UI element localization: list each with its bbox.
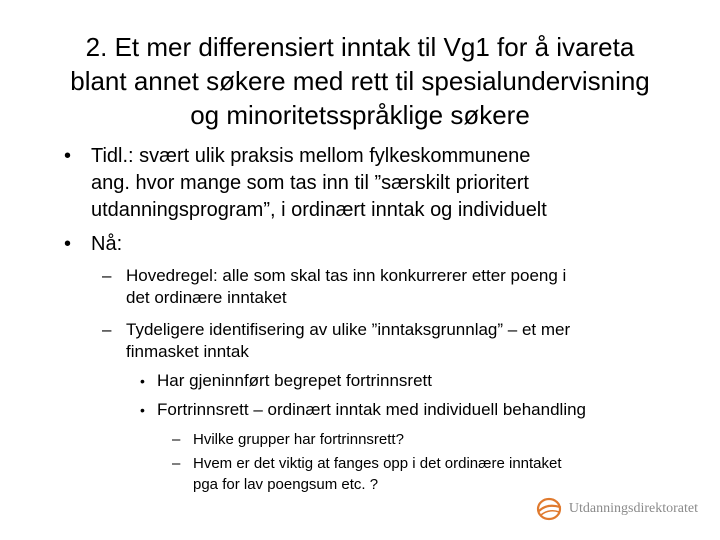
text-line: ang. hvor mange som tas inn til ”særskilt prioritert <box>91 172 529 194</box>
level4-text <box>193 453 693 495</box>
text-line: utdanningsprogram”, i ordinært inntak og individuelt <box>91 199 547 221</box>
dash-marker: – <box>102 266 112 285</box>
text-line: Tydeligere identifisering av ulike ”inntaksgrunnlag” – et mer <box>126 320 571 339</box>
level4-text <box>193 429 693 450</box>
subbullet-text <box>126 265 686 309</box>
text-line: Hovedregel: alle som skal tas inn konkurrerer etter poeng i <box>126 266 567 285</box>
text-line: det ordinære inntaket <box>126 288 287 307</box>
text-line: Hvilke grupper har fortrinnsrett? <box>193 431 404 448</box>
text-line: Hvem er det viktig at fanges opp i det ordinære inntaket <box>193 455 562 472</box>
bullet-marker: • <box>64 145 72 167</box>
dash-marker: – <box>102 320 112 339</box>
text-line: pga for lav poengsum etc. ? <box>193 476 379 493</box>
dash-marker: – <box>172 431 181 448</box>
text-line: Nå: <box>91 233 123 255</box>
bullet-marker: • <box>140 402 145 418</box>
subsubbullet-text: Har gjeninnført begrepet fortrinnsrett <box>157 371 432 390</box>
utdanningsdirektoratet-logo <box>535 494 698 524</box>
bullet-text <box>91 231 671 258</box>
title-line: 2. Et mer differensiert inntak til Vg1 for å ivareta <box>85 32 635 62</box>
subbullet-text <box>126 319 686 363</box>
text-line: Tidl.: svært ulik praksis mellom fylkeskommunene <box>91 145 531 167</box>
bullet-marker: • <box>140 373 145 389</box>
text-line: finmasket inntak <box>126 342 249 361</box>
title-line: blant annet søkere med rett til spesialundervisning <box>70 66 650 96</box>
dash-marker: – <box>172 455 181 472</box>
bullet-text <box>91 143 671 224</box>
logo-text: Utdanningsdirektoratet <box>568 501 698 516</box>
bullet-marker: • <box>64 233 72 255</box>
utdanningsdirektoratet-logo-icon <box>535 496 563 522</box>
title-line: og minoritetsspråklige søkere <box>190 100 530 130</box>
subsubbullet-text: Fortrinnsrett – ordinært inntak med individuell behandling <box>157 400 587 419</box>
